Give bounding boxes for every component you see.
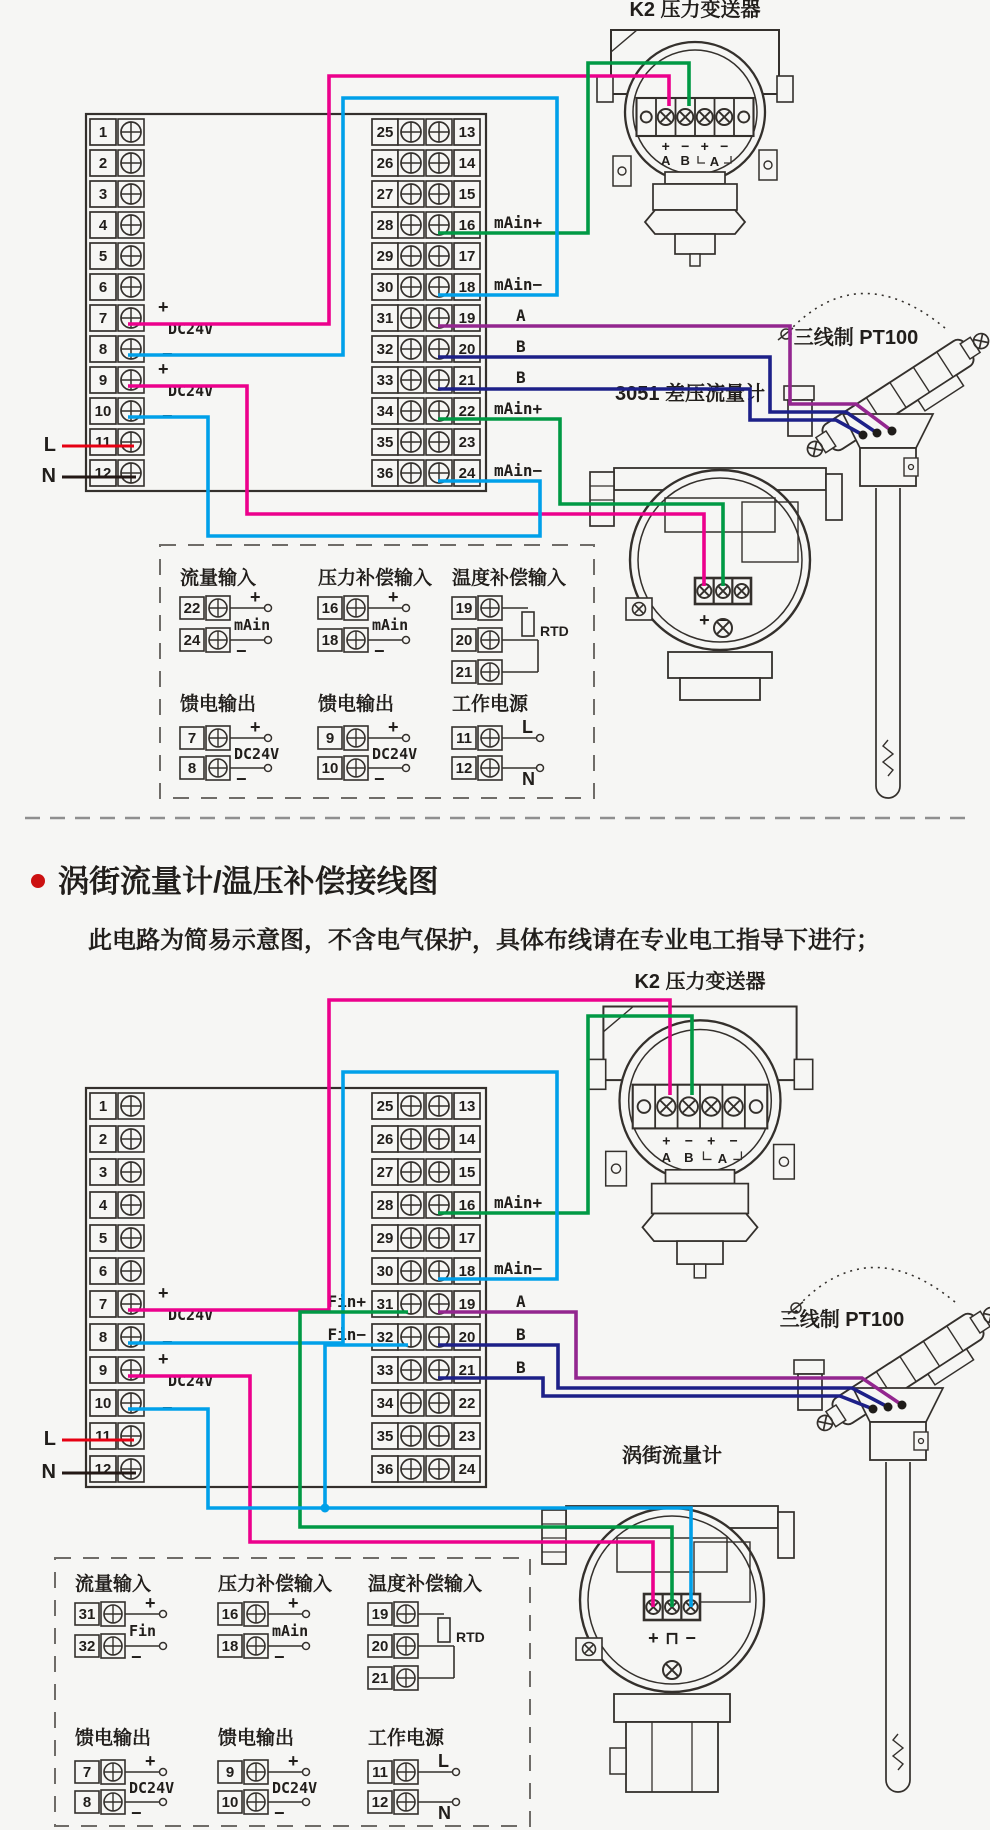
legend-terminal-number: 21 [455,664,473,681]
terminal-number: 16 [458,217,476,234]
dc24v-label: DC24V [168,1306,214,1324]
terminal-number: 19 [458,310,476,327]
terminal-row-35 [372,429,480,455]
pt100-title: 三线制 PT100 [793,327,919,349]
page-title: 涡街流量计/温压补偿接线图 [58,864,439,899]
k2-terminal-sign: + [662,1132,671,1149]
legend-sign: − [374,769,385,789]
diagram-bottom [42,969,990,1826]
legend-title: 馈电输出 [180,694,257,715]
meter-title: 涡街流量计 [622,1445,722,1467]
terminal-row-26 [372,150,480,176]
legend-terminal-number: 18 [221,1638,239,1655]
signal-label-20: B [516,337,526,356]
meter-terminal-sign: − [685,1628,696,1648]
minus-sign: − [162,1332,173,1352]
terminal-row-5 [90,1225,144,1251]
terminal-row-36 [372,1456,480,1482]
terminal-number: 20 [458,1329,476,1346]
signal-label-22: mAin+ [494,399,543,418]
k2-terminal-sign: − [720,138,729,154]
signal-label-16: mAin+ [494,213,543,232]
terminal-row-6 [90,1258,144,1284]
legend-mid-label: DC24V [129,1779,175,1797]
terminal-row-7 [90,305,144,331]
k2-terminal-sign: + [661,138,670,154]
legend-terminal-number: 9 [325,730,335,747]
terminal-number: 23 [458,434,476,451]
meter-terminal-sign: + [648,1628,659,1648]
legend-terminal-number: 22 [183,600,201,617]
legend-terminal-number: 19 [371,1606,389,1623]
legend-sign: − [131,1647,142,1667]
k2-terminal-letter-a: A [661,153,671,168]
terminal-row-29 [372,243,480,269]
terminal-number: 28 [376,1197,394,1214]
legend-sign: + [145,1751,156,1771]
diagram-top [42,0,990,798]
terminal-number: 5 [98,248,108,265]
legend-terminal-number: 12 [371,1794,389,1811]
terminal-number: 35 [376,434,394,451]
terminal-number: 10 [94,1395,112,1412]
terminal-number: 19 [458,1296,476,1313]
legend-terminal-number: 7 [187,730,197,747]
legend-terminal-number: 9 [225,1764,235,1781]
terminal-number: 11 [95,1428,111,1445]
terminal-number: 17 [458,1230,476,1247]
legend-title: 温度补偿输入 [452,568,567,589]
dc24v-label: DC24V [168,1372,214,1390]
terminal-number: 31 [376,310,394,327]
terminal-row-35 [372,1423,480,1449]
terminal-number: 6 [98,279,108,296]
terminal-number: 27 [376,186,394,203]
terminal-number: 25 [376,124,394,141]
terminal-number: 18 [458,1263,476,1280]
legend-sign: + [388,717,399,737]
signal-label-32: Fin− [327,1325,366,1344]
terminal-number: 15 [458,1164,476,1181]
k2-terminal-sign: − [681,138,690,154]
legend-group-1 [318,566,432,661]
terminal-number: 32 [376,341,394,358]
legend-mid-label: mAin [372,616,409,634]
terminal-number: 35 [376,1428,394,1445]
legend-title: 压力补偿输入 [318,568,433,589]
middle-terminal-block [372,119,543,486]
legend-title: 工作电源 [368,1728,445,1749]
terminal-row-10 [90,1390,144,1416]
legend-group-5 [368,1726,460,1823]
legend-terminal-number: 8 [82,1794,92,1811]
terminal-number: 29 [376,1230,394,1247]
legend-sign: − [236,641,247,661]
signal-label-21: B [516,368,526,387]
terminal-number: 36 [376,1461,394,1478]
terminal-number: 11 [95,434,111,451]
legend-sign: N [438,1803,451,1823]
warning-text: 此电路为简易示意图，不含电气保护，具体布线请在专业电工指导下进行； [88,927,880,954]
terminal-number: 33 [376,372,394,389]
legend-group-1 [218,1572,332,1667]
legend-sign: − [274,1803,285,1823]
terminal-number: 2 [98,1131,108,1148]
minus-sign: − [162,406,173,426]
legend-sign: + [288,1593,299,1613]
legend-terminal-number: 11 [456,730,472,747]
legend-sign: + [388,587,399,607]
dc24v-label: DC24V [168,382,214,400]
terminal-row-4 [90,212,144,238]
terminal-row-26 [372,1126,480,1152]
legend-mid-label: Fin [129,1622,157,1640]
legend-group-5 [452,692,544,789]
terminal-number: 13 [458,124,476,141]
legend-title: 压力补偿输入 [218,1574,333,1595]
terminal-row-1 [90,119,144,145]
terminal-row-8 [90,336,144,362]
terminal-number: 9 [98,1362,108,1379]
pt100-sensor [780,1267,990,1792]
meter-title: 3051 差压流量计 [614,383,766,405]
legend-terminal-number: 19 [455,600,473,617]
terminal-number: 12 [94,465,112,482]
legend-group-4 [318,692,417,789]
k2-terminal-sign: + [707,1132,716,1149]
terminal-row-11 [90,1423,144,1449]
legend-sign: − [236,769,247,789]
terminal-number: 29 [376,248,394,265]
legend-terminal-number: 8 [187,760,197,777]
minus-sign: − [162,1398,173,1418]
terminal-row-27 [372,181,480,207]
legend-mid-label: DC24V [234,745,280,763]
legend-terminal-number: 10 [221,1794,239,1811]
terminal-row-7 [90,1291,144,1317]
middle-terminal-block [327,1093,542,1482]
terminal-row-11 [90,429,144,455]
legend-sign: − [274,1647,285,1667]
plus-sign: + [158,359,169,379]
terminal-number: 22 [458,403,476,420]
legend-mid-label: DC24V [272,1779,318,1797]
terminal-row-5 [90,243,144,269]
terminal-number: 14 [458,1131,476,1148]
legend-group-2 [368,1572,485,1690]
signal-label-16: mAin+ [494,1193,543,1212]
k2-terminal-sign: − [729,1132,738,1149]
k2-terminal-sign: − [684,1132,693,1149]
left-terminal-block [42,1093,214,1483]
legend-group-4 [218,1726,317,1823]
terminal-number: 7 [98,1296,108,1313]
terminal-number: 2 [98,155,108,172]
legend-sign: L [522,717,533,737]
plus-sign: + [158,1349,169,1369]
terminal-number: 26 [376,155,394,172]
terminal-row-1 [90,1093,144,1119]
k2-terminal-letter-b: B [680,153,690,168]
legend-title: 馈电输出 [318,694,395,715]
wire-main-minus-18-to-dc24v-1-minus [128,98,557,355]
terminal-number: 17 [458,248,476,265]
legend-sign: + [145,1593,156,1613]
terminal-number: 1 [98,124,108,141]
legend-sign: − [131,1803,142,1823]
legend-terminal-number: 10 [321,760,339,777]
legend-rtd-label: RTD [456,1629,485,1645]
terminal-number: 24 [458,465,476,482]
terminal-number: 31 [376,1296,394,1313]
signal-label-18: mAin− [494,275,543,294]
terminal-row-12 [90,460,144,486]
legend-title: 流量输入 [75,1574,152,1595]
k2-terminal-sign: + [700,138,709,154]
k2-title: K2 压力变送器 [629,0,761,21]
legend-terminal-number: 11 [372,1764,388,1781]
legend-title: 温度补偿输入 [368,1574,483,1595]
legend-terminal-number: 18 [321,632,339,649]
legend-sign: L [438,1751,449,1771]
terminal-row-25 [372,119,480,145]
terminal-row-8 [90,1324,144,1350]
terminal-row-27 [372,1159,480,1185]
line-terminal-label: L [43,1428,56,1450]
terminal-number: 21 [458,1362,476,1379]
legend-mid-label: mAin [234,616,271,634]
k2-bracket-letter: A [717,1150,728,1166]
terminal-row-34 [372,1390,480,1416]
terminal-row-25 [372,1093,480,1119]
terminal-row-12 [90,1456,144,1482]
k2-title: K2 压力变送器 [634,971,766,993]
signal-label-24: mAin− [494,461,543,480]
k2-terminal-letter-b: B [684,1149,694,1165]
legend-mid-label: DC24V [372,745,418,763]
legend-sign: + [250,587,261,607]
k2-pressure-transmitter [597,0,793,266]
terminal-number: 22 [458,1395,476,1412]
terminal-legend [160,545,594,798]
terminal-number: 25 [376,1098,394,1115]
legend-title: 馈电输出 [218,1728,295,1749]
terminal-number: 23 [458,1428,476,1445]
terminal-number: 3 [98,1164,108,1181]
meter-terminal-sign: + [699,610,710,630]
plus-sign: + [158,297,169,317]
terminal-number: 8 [98,341,108,358]
terminal-number: 36 [376,465,394,482]
terminal-number: 7 [98,310,108,327]
terminal-number: 33 [376,1362,394,1379]
terminal-row-2 [90,150,144,176]
terminal-number: 13 [458,1098,476,1115]
terminal-number: 30 [376,279,394,296]
terminal-row-9 [90,1357,144,1383]
terminal-number: 5 [98,1230,108,1247]
legend-group-3 [180,692,279,789]
legend-mid-label: mAin [272,1622,309,1640]
terminal-number: 20 [458,341,476,358]
meter-terminal-sign: ⊓ [664,1628,680,1648]
legend-terminal-number: 24 [183,632,201,649]
terminal-number: 18 [458,279,476,296]
legend-title: 工作电源 [452,694,529,715]
terminal-row-2 [90,1126,144,1152]
legend-terminal-number: 31 [78,1606,96,1623]
terminal-number: 27 [376,1164,394,1181]
legend-rtd-label: RTD [540,623,569,639]
neutral-terminal-label: N [41,465,56,487]
k2-bracket-letter: A [709,154,720,169]
signal-label-21: B [516,1358,526,1377]
legend-title: 馈电输出 [75,1728,152,1749]
terminal-number: 15 [458,186,476,203]
legend-terminal-number: 21 [371,1670,389,1687]
signal-label-19: A [516,1292,526,1311]
terminal-number: 30 [376,1263,394,1280]
terminal-number: 26 [376,1131,394,1148]
legend-group-0 [180,566,272,661]
signal-label-31: Fin+ [327,1292,366,1311]
terminal-number: 14 [458,155,476,172]
neutral-terminal-label: N [41,1461,56,1483]
plus-sign: + [158,1283,169,1303]
terminal-number: 24 [458,1461,476,1478]
legend-terminal-number: 16 [221,1606,239,1623]
terminal-number: 4 [98,1197,108,1214]
terminal-row-29 [372,1225,480,1251]
legend-sign: + [288,1751,299,1771]
terminal-number: 16 [458,1197,476,1214]
legend-terminal-number: 16 [321,600,339,617]
terminal-row-3 [90,181,144,207]
terminal-number: 1 [98,1098,108,1115]
terminal-number: 32 [376,1329,394,1346]
line-terminal-label: L [43,434,56,456]
legend-group-0 [75,1572,167,1667]
meter-terminal-sign: − [717,610,729,630]
terminal-number: 28 [376,217,394,234]
terminal-row-10 [90,398,144,424]
legend-terminal-number: 7 [82,1764,92,1781]
signal-label-20: B [516,1325,526,1344]
legend-terminal-number: 20 [455,632,473,649]
terminal-number: 34 [376,403,394,420]
terminal-row-9 [90,367,144,393]
legend-sign: + [250,717,261,737]
signal-label-19: A [516,306,526,325]
terminal-row-4 [90,1192,144,1218]
signal-label-18: mAin− [494,1259,543,1278]
terminal-legend [55,1558,530,1826]
legend-terminal-number: 20 [371,1638,389,1655]
minus-sign: − [162,344,173,364]
terminal-number: 8 [98,1329,108,1346]
pt100-title: 三线制 PT100 [779,1309,905,1331]
legend-title: 流量输入 [180,568,257,589]
terminal-number: 21 [458,372,476,389]
terminal-number: 6 [98,1263,108,1280]
terminal-number: 4 [98,217,108,234]
terminal-number: 34 [376,1395,394,1412]
wire-main-minus-18-to-dc24v-1-minus [128,1072,557,1343]
terminal-number: 12 [94,1461,112,1478]
legend-terminal-number: 32 [78,1638,96,1655]
legend-group-2 [452,566,569,684]
title-bullet-icon [31,874,45,888]
legend-terminal-number: 12 [455,760,473,777]
k2-terminal-letter-a: A [661,1149,672,1165]
terminal-number: 3 [98,186,108,203]
dc24v-label: DC24V [168,320,214,338]
terminal-row-6 [90,274,144,300]
left-terminal-block [42,119,214,487]
legend-sign: N [522,769,535,789]
legend-group-3 [75,1726,174,1823]
terminal-number: 10 [94,403,112,420]
terminal-row-3 [90,1159,144,1185]
legend-sign: − [374,641,385,661]
vortex-flow-meter [542,1443,794,1792]
terminal-number: 9 [98,372,108,389]
